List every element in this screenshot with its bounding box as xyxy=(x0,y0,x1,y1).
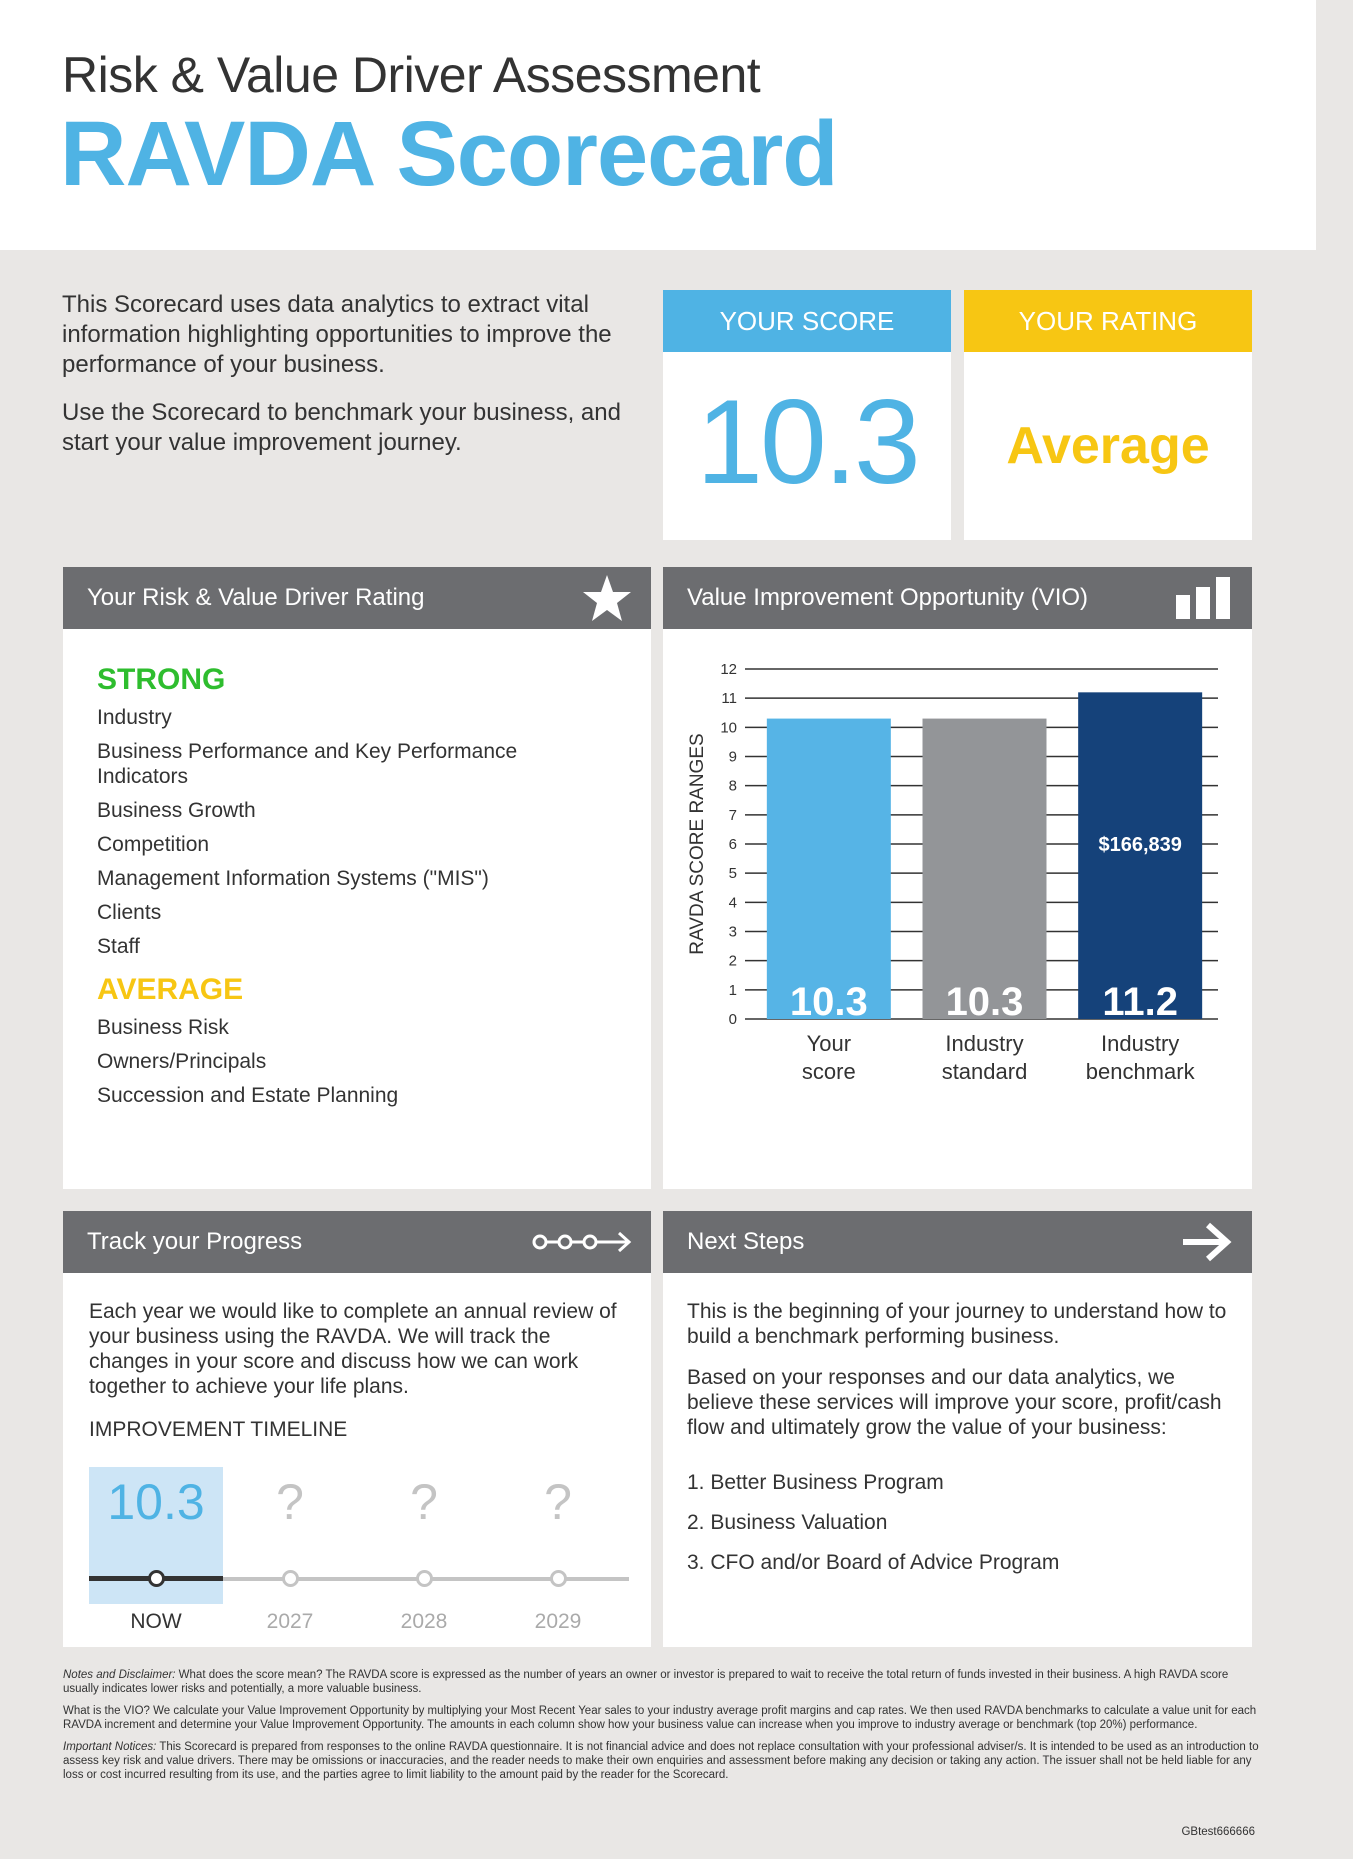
bar-value-label: 10.3 xyxy=(789,980,868,1024)
your-score-value: 10.3 xyxy=(696,375,918,509)
notes-paragraph-3 xyxy=(63,1740,1263,1782)
vio-panel-header xyxy=(663,567,1252,629)
list-item: Owners/Principals xyxy=(97,1050,267,1073)
vio-chart xyxy=(663,629,1252,1189)
next-steps-paragraph-2: Based on your responses and our data analytics, we believe these services will improve your score, profit/cash flow and ultimately grow the value of your business: xyxy=(687,1366,1222,1439)
progress-panel xyxy=(63,1211,651,1647)
y-tick-label: 0 xyxy=(728,1011,737,1028)
rating-panel xyxy=(63,567,651,1189)
y-tick-label: 7 xyxy=(728,806,737,824)
timeline-value-2028: ? xyxy=(410,1474,438,1530)
notes-lead: Notes and Disclaimer: xyxy=(63,1669,176,1681)
progress-panel-title: Track your Progress xyxy=(87,1228,303,1255)
bar-value-label: 10.3 xyxy=(945,980,1024,1024)
next-steps-list xyxy=(687,1470,1228,1575)
y-tick-label: 3 xyxy=(728,923,737,941)
page-title: RAVDA Scorecard xyxy=(60,103,838,205)
list-item: 3. CFO and/or Board of Advice Program xyxy=(687,1551,1060,1574)
your-rating-box xyxy=(964,290,1252,540)
progress-text: Each year we would like to complete an annual review of your business using the RAVDA. We will track the changes in your score and discuss how we can work together to achieve your life plans. xyxy=(89,1300,617,1398)
y-tick-label: 6 xyxy=(728,836,737,853)
your-score-label: YOUR SCORE xyxy=(663,290,951,352)
list-item: Succession and Estate Planning xyxy=(97,1084,399,1107)
notes-important-lead: Important Notices: xyxy=(63,1741,157,1753)
notes-text-3: This Scorecard is prepared from responses to the online RAVDA questionnaire. It is not financial advice and does not replace consultation with your professional adviser/s. It is intended to be used as an introduction to assess key risk and value drivers. There may be omissions or inaccuracies, and the reader needs to make their own enquiries and assessment before making any decision or taking any action. The issuer shall not be held liable for any loss or cost incurred resulting from its use, and the parties agree to limit liability to the amount paid by the reader for the Scorecard. xyxy=(63,1741,1259,1781)
your-rating-value: Average xyxy=(1006,417,1210,475)
your-score-box xyxy=(663,290,951,540)
list-item: Competition xyxy=(97,833,210,856)
timeline-label-2029: 2029 xyxy=(534,1610,582,1633)
y-tick-label: 10 xyxy=(720,719,737,737)
y-tick-label: 8 xyxy=(728,777,737,795)
strong-items xyxy=(97,705,651,959)
timeline-label-now: NOW xyxy=(130,1610,182,1633)
timeline-title: IMPROVEMENT TIMELINE xyxy=(89,1418,348,1441)
timeline-value-2029: ? xyxy=(544,1474,572,1530)
intro-paragraph-1: This Scorecard uses data analytics to extract vital information highlighting opportunities to improve the performance of your business. xyxy=(62,291,612,378)
bar-0 xyxy=(767,719,891,1019)
y-axis-label: RAVDA SCORE RANGES xyxy=(687,733,708,955)
list-item: Industry xyxy=(97,706,172,729)
intro-text xyxy=(62,290,662,476)
notes-disclaimer xyxy=(63,1668,1263,1790)
list-item: 1. Better Business Program xyxy=(687,1471,944,1494)
y-tick-label: 4 xyxy=(728,894,737,912)
next-steps-panel xyxy=(663,1211,1252,1647)
y-tick-label: 2 xyxy=(728,952,737,970)
next-steps-paragraph-1: This is the beginning of your journey to understand how to build a benchmark performing business. xyxy=(687,1300,1227,1348)
your-rating-label: YOUR RATING xyxy=(964,290,1252,352)
list-item: Business Risk xyxy=(97,1016,229,1039)
x-tick-label-line2: score xyxy=(801,1059,856,1084)
notes-question-2: What is the VIO? xyxy=(63,1705,150,1717)
y-tick-label: 9 xyxy=(728,748,737,766)
arrow-right-icon xyxy=(1180,1211,1234,1273)
progress-body xyxy=(63,1273,651,1442)
bar-value-label: 11.2 xyxy=(1102,980,1178,1024)
next-steps-body xyxy=(663,1273,1252,1575)
notes-text-1: The RAVDA score is expressed as the number of years an owner or investor is prepared to wait to receive the total return of funds invested in their business. A high RAVDA score usually indicates lower risks and potentially, a more valuable business. xyxy=(63,1669,1229,1695)
list-item: Clients xyxy=(97,901,162,924)
x-tick-label-line2: benchmark xyxy=(1085,1059,1195,1084)
rating-list xyxy=(63,629,651,1108)
list-item: Management Information Systems ("MIS") xyxy=(97,867,489,890)
star-icon xyxy=(581,567,633,629)
next-steps-title: Next Steps xyxy=(687,1228,805,1255)
vio-panel-title: Value Improvement Opportunity (VIO) xyxy=(687,584,1089,611)
timeline-dot-2029 xyxy=(550,1570,567,1587)
y-tick-label: 12 xyxy=(720,661,737,678)
document-code: GBtest666666 xyxy=(1181,1826,1255,1838)
timeline-dot-now xyxy=(148,1570,165,1587)
x-tick-label: Your xyxy=(806,1031,852,1056)
timeline-dot-2028 xyxy=(416,1570,433,1587)
x-tick-label: Industry xyxy=(945,1031,1024,1056)
improvement-timeline xyxy=(89,1467,629,1637)
header-subtitle: Risk & Value Driver Assessment xyxy=(62,47,761,103)
timeline-label-2027: 2027 xyxy=(266,1610,314,1633)
notes-paragraph-1 xyxy=(63,1668,1263,1696)
vio-amount-label: $166,839 xyxy=(1098,834,1182,856)
intro-paragraph-2: Use the Scorecard to benchmark your business, and start your value improvement journey. xyxy=(62,399,621,456)
y-tick-label: 5 xyxy=(728,865,737,883)
header xyxy=(0,0,1316,250)
progress-arrow-icon xyxy=(531,1211,633,1273)
list-item: 2. Business Valuation xyxy=(687,1511,888,1534)
timeline-label-2028: 2028 xyxy=(400,1610,448,1633)
progress-panel-header xyxy=(63,1211,651,1273)
x-tick-label-line2: standard xyxy=(941,1059,1028,1084)
list-item: Business Performance and Key Performance Indicators xyxy=(97,740,518,788)
bar-chart-icon xyxy=(1174,567,1234,629)
vio-panel xyxy=(663,567,1252,1189)
notes-question-1: What does the score mean? xyxy=(175,1669,323,1681)
list-item: Business Growth xyxy=(97,799,256,822)
rating-panel-header xyxy=(63,567,651,629)
list-item: Staff xyxy=(97,935,140,958)
notes-paragraph-2 xyxy=(63,1704,1263,1732)
timeline-value-2027: ? xyxy=(276,1474,304,1530)
y-tick-label: 11 xyxy=(721,690,737,708)
x-tick-label: Industry xyxy=(1101,1031,1180,1056)
average-items xyxy=(97,1015,651,1108)
notes-text-2: We calculate your Value Improvement Opportunity by multiplying your Most Recent Year sales to your industry average profit margins and cap rates. We then used RAVDA benchmarks to calculate a value unit for each RAVDA increment and determine your Value Improvement Opportunity. The amounts in each column show how your business value can increase when you improve to industry average or benchmark (top 20%) performance. xyxy=(63,1705,1257,1731)
strong-label: STRONG xyxy=(97,663,226,696)
rating-panel-title: Your Risk & Value Driver Rating xyxy=(87,584,425,611)
y-tick-label: 1 xyxy=(728,981,737,999)
average-label: AVERAGE xyxy=(97,973,244,1006)
timeline-value-now: 10.3 xyxy=(107,1474,205,1530)
timeline-dot-2027 xyxy=(282,1570,299,1587)
next-steps-header xyxy=(663,1211,1252,1273)
bar-1 xyxy=(923,719,1047,1019)
